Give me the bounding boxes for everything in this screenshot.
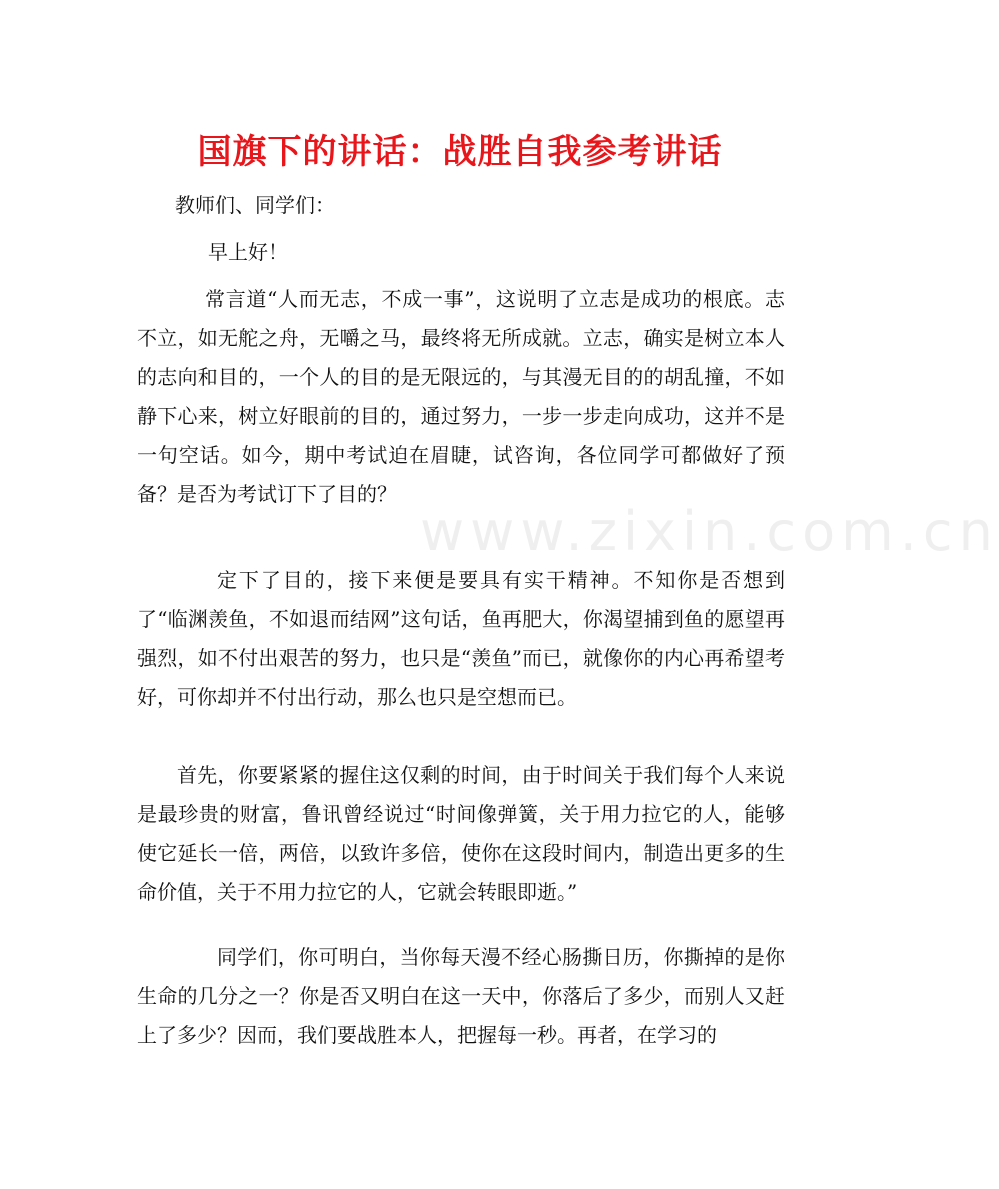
salutation: 教师们、同学们： bbox=[175, 193, 335, 217]
watermark: www.zixin.com.cn bbox=[420, 500, 999, 563]
paragraph-1: 常言道“人而无志，不成一事”，这说明了立志是成功的根底。志不立，如无舵之舟，无嚼之马，最终将无所成就。立志，确实是树立本人的志向和目的，一个人的目的是无限远的，与其漫无目的的胡乱撞，不如静下心来，树立好眼前的目的，通过努力，一步一步走向成功，这并不是一句空话。如今，期中考试迫在眉睫，试咨询，各位同学可都做好了预备？是否为考试订下了目的？ bbox=[137, 287, 785, 506]
paragraph-2: 定下了目的，接下来便是要具有实干精神。不知你是否想到了“临渊羡鱼，不如退而结网”这句话，鱼再肥大，你渴望捕到鱼的愿望再强烈，如不付出艰苦的努力，也只是“羡鱼”而已，就像你的内心再希望考好，可你却并不付出行动，那么也只是空想而已。 bbox=[137, 568, 785, 709]
greeting: 早上好！ bbox=[208, 240, 288, 264]
document-title: 国旗下的讲话：战胜自我参考讲话 bbox=[197, 132, 723, 172]
paragraph-3: 首先，你要紧紧的握住这仅剩的时间，由于时间关于我们每个人来说是最珍贵的财富，鲁讯曾经说过“时间像弹簧，关于用力拉它的人，能够使它延长一倍，两倍，以致许多倍，使你在这段时间内，制造出更多的生命价值，关于不用力拉它的人，它就会转眼即逝。” bbox=[137, 763, 785, 904]
paragraph-4: 同学们，你可明白，当你每天漫不经心肠撕日历，你撕掉的是你生命的几分之一？你是否又明白在这一天中，你落后了多少，而别人又赶上了多少？因而，我们要战胜本人，把握每一秒。再者，在学习的 bbox=[137, 945, 785, 1047]
